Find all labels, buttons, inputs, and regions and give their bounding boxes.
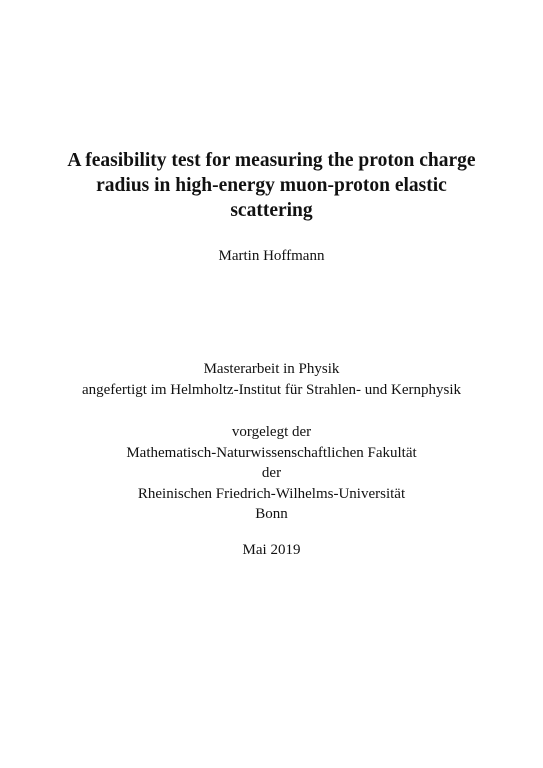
title-line: A feasibility test for measuring the proton charge — [67, 150, 476, 171]
city-name: Bonn — [255, 506, 288, 522]
submission-date: Mai 2019 — [242, 542, 301, 558]
faculty-name: Mathematisch-Naturwissenschaftlichen Fakultät — [126, 444, 417, 461]
title-line: radius in high-energy muon-proton elastic — [96, 175, 447, 196]
presented-to: vorgelegt der — [231, 424, 312, 440]
thesis-type: Masterarbeit in Physik — [203, 361, 340, 377]
of-label: der — [261, 465, 282, 481]
thesis-info — [0, 359, 543, 400]
submission-info — [0, 422, 543, 525]
title-line: scattering — [230, 200, 313, 221]
university-name: Rheinischen Friedrich-Wilhelms-Universität — [137, 485, 406, 502]
thesis-institute: angefertigt im Helmholtz-Institut für Strahlen- und Kernphysik — [81, 381, 462, 398]
author-name: Martin Hoffmann — [218, 248, 325, 264]
thesis-title — [0, 148, 543, 223]
